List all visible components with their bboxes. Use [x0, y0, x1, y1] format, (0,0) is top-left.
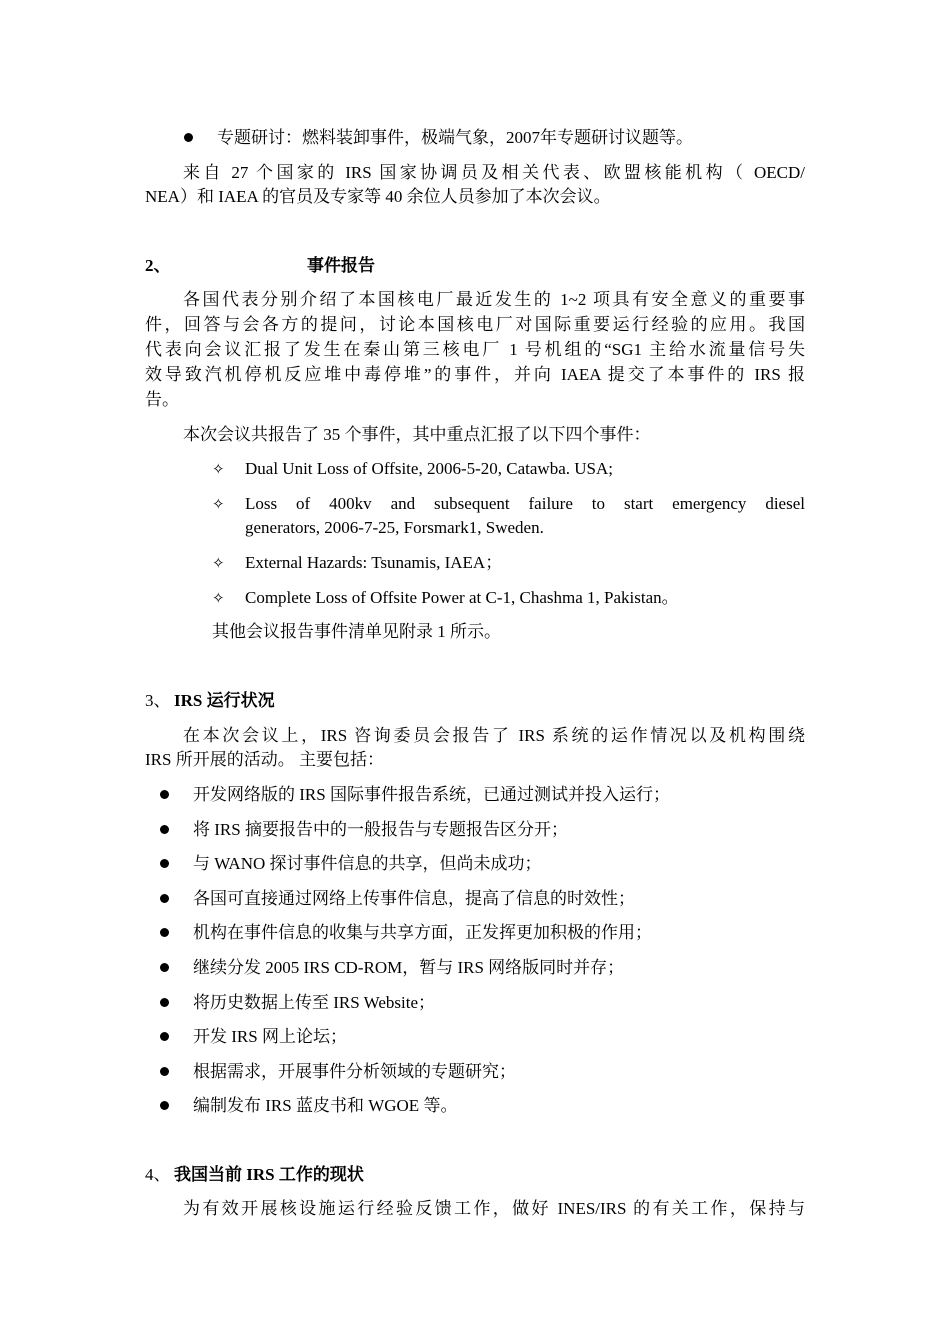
bullet-icon: [160, 859, 169, 868]
diamond-bullet-icon: ✧: [212, 495, 225, 513]
section4-number: 4、: [145, 1165, 171, 1184]
bullet-icon: [160, 998, 169, 1007]
bullet-icon: [160, 963, 169, 972]
irs-item-1: 开发网络版的 IRS 国际事件报告系统，已通过测试并投入运行；: [193, 785, 670, 804]
attendance-line-1: 来自 27 个国家的 IRS 国家协调员及相关代表、欧盟核能机构（ OECD/: [183, 163, 805, 182]
event-item-2-line1: Loss of 400kv and subsequent failure to start emergency diesel: [245, 494, 805, 513]
section4-para1-line1: 为有效开展核设施运行经验反馈工作，做好 INES/IRS 的有关工作，保持与: [183, 1199, 805, 1218]
bullet-icon: [184, 133, 193, 142]
topic-bullet-text: 专题研讨：燃料装卸事件，极端气象，2007年专题研讨议题等。: [217, 128, 693, 147]
section2-title: 事件报告: [307, 256, 375, 275]
section4-title: 我国当前 IRS 工作的现状: [174, 1165, 364, 1184]
irs-item-2: 将 IRS 摘要报告中的一般报告与专题报告区分开；: [193, 820, 568, 839]
section3-title: IRS 运行状况: [174, 691, 275, 710]
irs-item-6: 继续分发 2005 IRS CD-ROM，暂与 IRS 网络版同时并存；: [193, 958, 625, 977]
section2-para3: 其他会议报告事件清单见附录 1 所示。: [212, 622, 501, 641]
bullet-icon: [160, 928, 169, 937]
section2-para1-line3: 代表向会议汇报了发生在秦山第三核电厂 1 号机组的“SG1 主给水流量信号失: [145, 340, 805, 359]
attendance-line-2: NEA）和 IAEA 的官员及专家等 40 余位人员参加了本次会议。: [145, 187, 611, 206]
irs-item-8: 开发 IRS 网上论坛；: [193, 1027, 347, 1046]
irs-item-3: 与 WANO 探讨事件信息的共享，但尚未成功；: [193, 854, 542, 873]
section2-para1-line2: 件，回答与会各方的提问，讨论本国核电厂对国际重要运行经验的应用。我国: [145, 315, 805, 334]
section3-para1-line1: 在本次会议上，IRS 咨询委员会报告了 IRS 系统的运作情况以及机构围绕: [183, 726, 805, 745]
bullet-icon: [160, 1032, 169, 1041]
bullet-icon: [160, 825, 169, 834]
bullet-icon: [160, 1101, 169, 1110]
bullet-icon: [160, 894, 169, 903]
section3-para1-line2: IRS 所开展的活动。 主要包括：: [145, 750, 384, 769]
diamond-bullet-icon: ✧: [212, 589, 225, 607]
event-item-2-line2: generators, 2006-7-25, Forsmark1, Sweden.: [245, 518, 544, 537]
event-item-1: Dual Unit Loss of Offsite, 2006-5-20, Catawba. USA;: [245, 459, 613, 478]
irs-item-9: 根据需求，开展事件分析领域的专题研究；: [193, 1062, 516, 1081]
bullet-icon: [160, 1067, 169, 1076]
diamond-bullet-icon: ✧: [212, 460, 225, 478]
event-item-3: External Hazards: Tsunamis, IAEA；: [245, 553, 503, 572]
section2-para2: 本次会议共报告了 35 个事件，其中重点汇报了以下四个事件：: [183, 425, 651, 444]
irs-item-10: 编制发布 IRS 蓝皮书和 WGOE 等。: [193, 1096, 458, 1115]
irs-item-5: 机构在事件信息的收集与共享方面，正发挥更加积极的作用；: [193, 923, 652, 942]
section2-para1-line4: 效导致汽机停机反应堆中毒停堆”的事件，并向 IAEA 提交了本事件的 IRS 报: [145, 365, 805, 384]
section2-para1-line5: 告。: [145, 390, 179, 409]
irs-item-4: 各国可直接通过网络上传事件信息，提高了信息的时效性；: [193, 889, 635, 908]
bullet-icon: [160, 790, 169, 799]
section2-para1-line1: 各国代表分别介绍了本国核电厂最近发生的 1~2 项具有安全意义的重要事: [183, 290, 805, 309]
irs-item-7: 将历史数据上传至 IRS Website；: [193, 993, 435, 1012]
event-item-4: Complete Loss of Offsite Power at C-1, Chashma 1, Pakistan。: [245, 588, 679, 607]
section3-number: 3、: [145, 691, 171, 710]
section2-number: 2、: [145, 256, 171, 275]
diamond-bullet-icon: ✧: [212, 554, 225, 572]
